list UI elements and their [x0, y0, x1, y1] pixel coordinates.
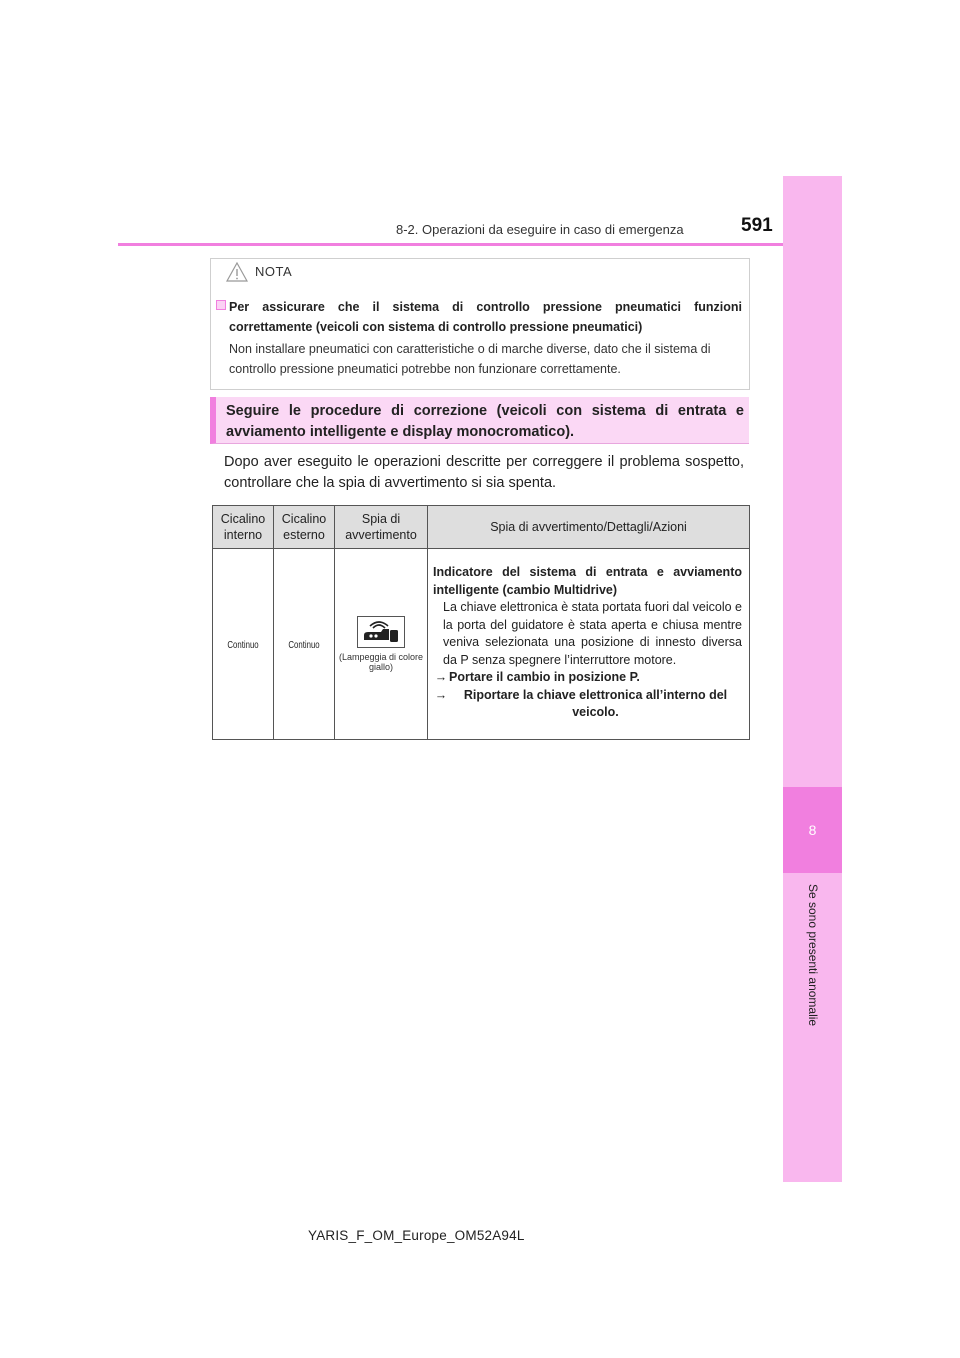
detail-text: La chiave elettronica è stata portata fuori dal veicolo e la porta del guidatore è stata aperta e chiusa mentre veniva selezionata una posizione di innesto diversa da P senza spegnere l’interruttore motore. — [443, 600, 742, 667]
header-rule — [118, 243, 783, 246]
warning-light-cell — [335, 549, 428, 740]
arrow-right-icon: → — [434, 670, 448, 685]
header-warning-light: Spia di avvertimento — [335, 506, 428, 549]
header-details: Spia di avvertimento/Dettagli/Azioni — [428, 506, 750, 549]
header-internal-buzzer: Cicalino interno — [213, 506, 274, 549]
header-external-buzzer: Cicalino esterno — [274, 506, 335, 549]
section-heading: Seguire le procedure di correzione (veicoli con sistema di entrata e avviamento intelligente e display monocromatico). — [226, 403, 744, 440]
warning-table — [212, 505, 750, 740]
action-item — [433, 669, 742, 687]
lamp-box — [357, 616, 405, 648]
page-number: 591 — [741, 215, 773, 236]
note-heading: Per assicurare che il sistema di controllo pressione pneumatici funzioni correttamente (veicoli con sistema di controllo pressione pneumatici) — [229, 300, 742, 334]
warning-triangle-icon — [226, 262, 248, 282]
header-title: 8-2. Operazioni da eseguire in caso di emergenza — [396, 222, 684, 237]
lamp-note: (Lampeggia di colore giallo) — [338, 652, 424, 672]
action-text: Portare il cambio in posizione P. — [449, 670, 640, 685]
smart-key-warning-icon — [361, 620, 401, 644]
external-buzzer-cell — [274, 549, 335, 740]
detail-title: Indicatore del sistema di entrata e avviamento intelligente (cambio Multidrive) — [433, 565, 742, 597]
external-buzzer-value: Continuo — [288, 640, 320, 651]
note-label: NOTA — [255, 264, 293, 279]
arrow-right-icon: → — [434, 687, 448, 702]
chapter-number: 8 — [783, 787, 842, 873]
internal-buzzer-cell — [213, 549, 274, 740]
chapter-label: Se sono presenti anomalie — [806, 884, 820, 1027]
table-header-row — [213, 506, 750, 549]
internal-buzzer-value: Continuo — [227, 640, 259, 651]
square-bullet-icon — [216, 300, 226, 310]
details-cell — [428, 549, 750, 740]
action-text: Riportare la chiave elettronica all’interno del veicolo. — [463, 687, 728, 720]
footer-document-code: YARIS_F_OM_Europe_OM52A94L — [308, 1228, 525, 1243]
intro-paragraph: Dopo aver eseguito le operazioni descritte per correggere il problema sospetto, controllare che la spia di avvertimento si sia spenta. — [224, 454, 744, 491]
note-body: Non installare pneumatici con caratteristiche o di marche diverse, dato che il sistema di controllo pressione pneumatici potrebbe non funzionare correttamente. — [229, 342, 711, 376]
action-item — [433, 687, 742, 722]
table-row — [213, 549, 750, 740]
